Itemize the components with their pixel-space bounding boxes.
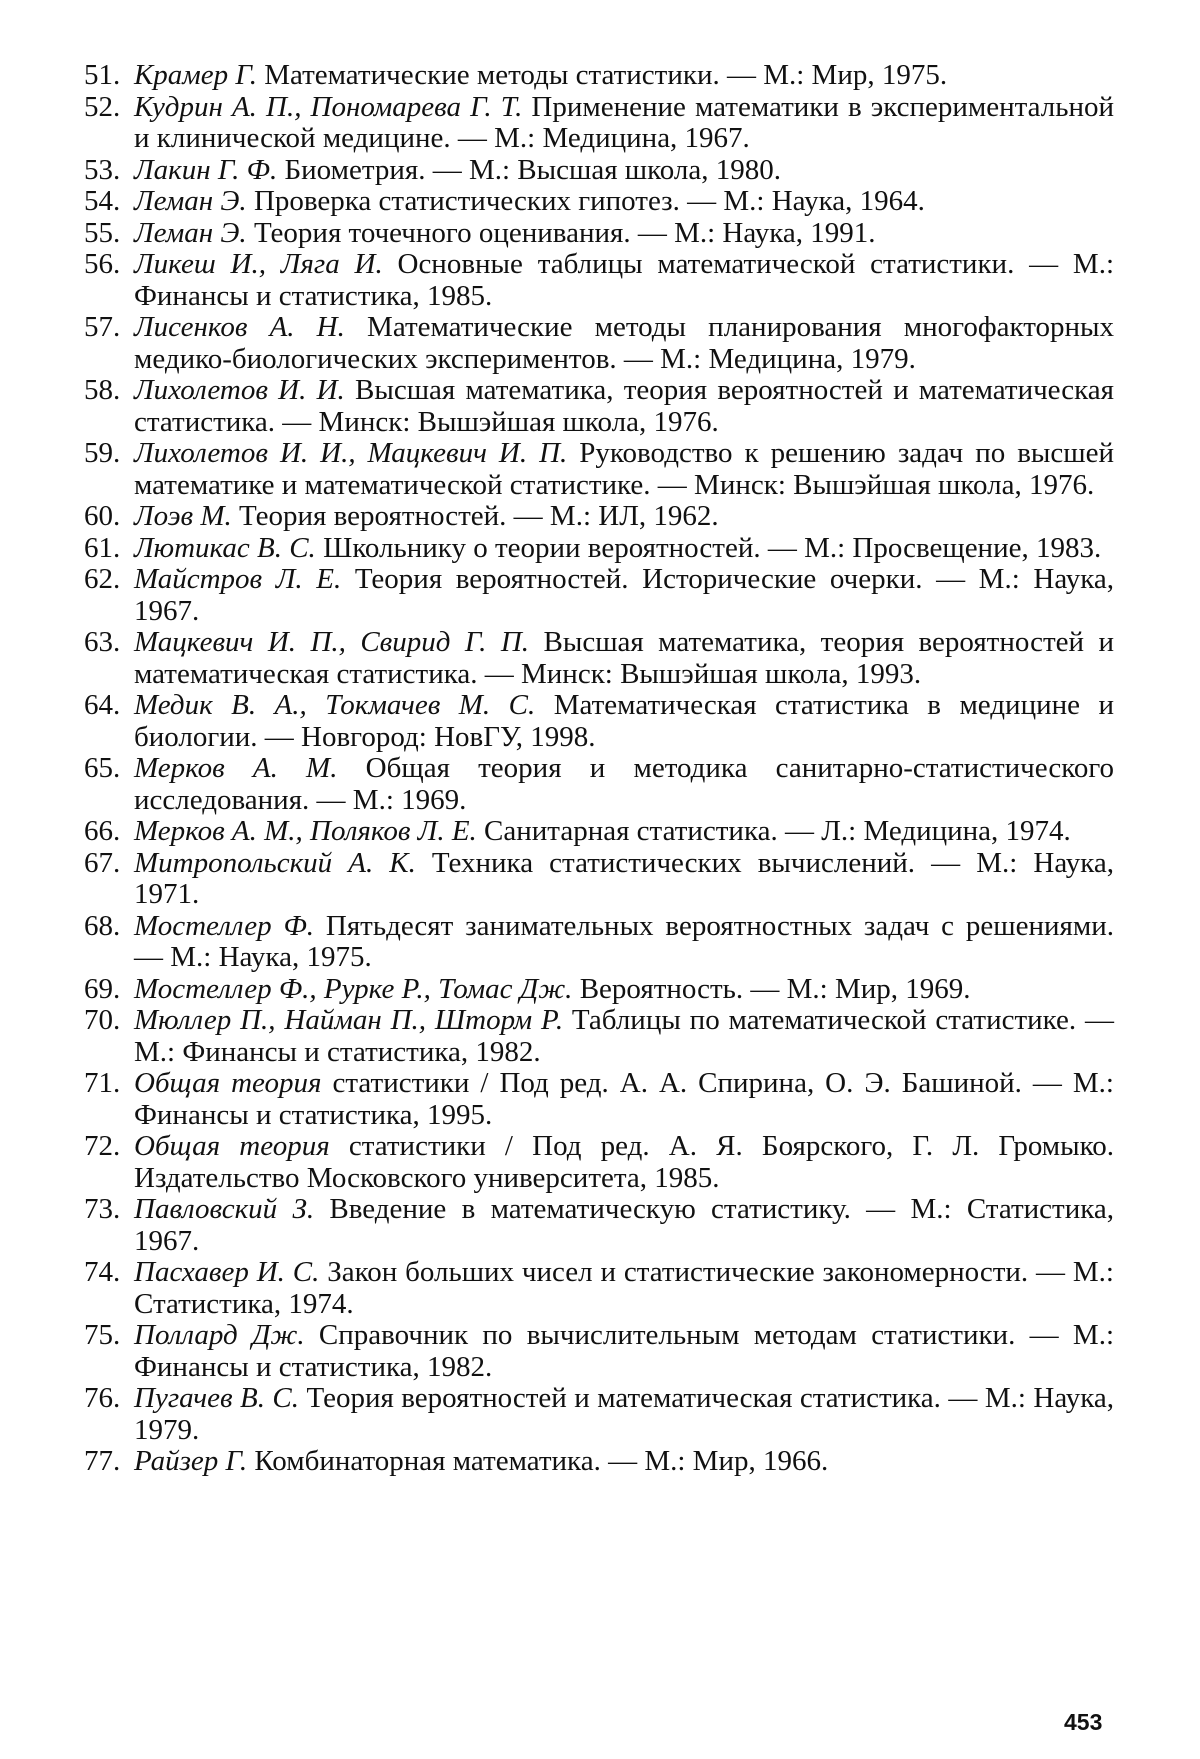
reference-authors: Медик В. А., Токмачев М. С.: [134, 689, 536, 721]
reference-number: 77.: [84, 1445, 121, 1477]
reference-number: 61.: [84, 531, 121, 564]
reference-text: Техника статистических вычислений. — М.: Наука, 1971.: [134, 846, 1114, 910]
reference-item: [84, 1131, 1114, 1194]
reference-number: 52.: [84, 90, 121, 123]
reference-number: 63.: [84, 626, 121, 658]
reference-authors: Мацкевич И. П., Свирид Г. П.: [134, 626, 530, 658]
reference-item: [84, 1068, 1114, 1131]
reference-text: Высшая математика, теория вероятностей и математическая статистика. — Минск: Вышэйшая школа, 1993.: [134, 626, 1114, 690]
reference-authors: Райзер Г.: [134, 1445, 248, 1477]
reference-item: [84, 218, 1114, 250]
reference-item: [84, 533, 1114, 565]
reference-authors: Пугачев В. С.: [134, 1382, 300, 1414]
reference-item: [84, 627, 1114, 690]
reference-number: 67.: [84, 846, 121, 879]
reference-number: 51.: [84, 59, 121, 91]
reference-text: Теория точечного оценивания. — М.: Наука, 1991.: [246, 216, 876, 249]
reference-item: [84, 1005, 1114, 1068]
reference-text: Санитарная статистика. — Л.: Медицина, 1974.: [476, 815, 1071, 847]
reference-item: [84, 60, 1114, 92]
page-number: 453: [1064, 1709, 1103, 1735]
reference-item: [84, 1446, 1114, 1478]
reference-text: Справочник по вычислительным методам статистики. — М.: Финансы и статистика, 1982.: [134, 1319, 1115, 1383]
reference-item: [84, 249, 1114, 312]
reference-item: [84, 848, 1114, 911]
reference-item: [84, 501, 1114, 533]
reference-text: Основные таблицы математической статистики. — М.: Финансы и статистика, 1985.: [134, 248, 1114, 312]
reference-text: Математическая статистика в медицине и биологии. — Новгород: НовГУ, 1998.: [134, 689, 1114, 753]
reference-list: [84, 60, 1114, 1478]
reference-item: [84, 375, 1114, 438]
reference-item: [84, 186, 1114, 218]
reference-text: Руководство к решению задач по высшей математике и математической статистике. — Минск: Вышэйшая школа, 1976.: [134, 437, 1114, 501]
reference-number: 73.: [84, 1193, 121, 1225]
reference-number: 53.: [84, 153, 121, 186]
reference-item: [84, 974, 1114, 1006]
reference-item: [84, 312, 1114, 375]
reference-text: Вероятность. — М.: Мир, 1969.: [572, 972, 971, 1005]
reference-authors: Майстров Л. Е.: [134, 563, 342, 595]
reference-text: Таблицы по математической статистике. — М.: Финансы и статистика, 1982.: [134, 1004, 1114, 1068]
reference-authors: Поллард Дж.: [134, 1319, 305, 1351]
reference-authors: Ликеш И., Ляга И.: [134, 248, 383, 280]
reference-text: Теория вероятностей. Исторические очерки. — М.: Наука, 1967.: [134, 563, 1114, 627]
reference-number: 72.: [84, 1130, 121, 1162]
reference-authors: Мерков А. М.: [134, 752, 338, 784]
reference-authors: Крамер Г.: [134, 59, 257, 91]
reference-item: [84, 92, 1114, 155]
reference-number: 59.: [84, 437, 121, 469]
reference-number: 55.: [84, 216, 121, 249]
reference-authors: Леман Э.: [134, 185, 247, 217]
reference-authors: Кудрин А. П., Пономарева Г. Т.: [134, 90, 523, 123]
reference-text: статистики / Под ред. А. А. Спирина, О. Э. Башиной. — М.: Финансы и статистика, 1995.: [134, 1067, 1114, 1131]
reference-authors: Лакин Г. Ф.: [134, 153, 278, 186]
reference-authors: Мерков А. М., Поляков Л. Е.: [134, 815, 477, 847]
reference-text: Математические методы статистики. — М.: Мир, 1975.: [256, 59, 948, 91]
reference-item: [84, 1194, 1114, 1257]
reference-number: 70.: [84, 1004, 121, 1036]
reference-text: Применение математики в экспериментальной и клинической медицине. — М.: Медицина, 1967.: [134, 90, 1114, 154]
reference-number: 64.: [84, 689, 121, 721]
reference-authors: Мостеллер Ф.: [134, 909, 315, 942]
reference-item: [84, 816, 1114, 848]
reference-authors: Лихолетов И. И., Мацкевич И. П.: [134, 437, 568, 469]
reference-number: 60.: [84, 500, 121, 532]
reference-number: 57.: [84, 311, 121, 343]
reference-number: 65.: [84, 752, 121, 784]
reference-text: Математические методы планирования многофакторных медико-биологических экспериментов. — М.: Медицина, 1979.: [134, 311, 1114, 375]
reference-item: [84, 690, 1114, 753]
reference-item: [84, 438, 1114, 501]
reference-text: Общая теория и методика санитарно-статистического исследования. — М.: 1969.: [134, 752, 1114, 816]
reference-item: [84, 1320, 1114, 1383]
reference-text: Теория вероятностей и математическая статистика. — М.: Наука, 1979.: [134, 1382, 1114, 1446]
reference-text: Пятьдесят занимательных вероятностных задач с решениями. — М.: Наука, 1975.: [134, 909, 1114, 973]
reference-number: 58.: [84, 374, 121, 406]
reference-number: 74.: [84, 1256, 121, 1288]
reference-number: 69.: [84, 972, 121, 1005]
reference-number: 75.: [84, 1319, 121, 1351]
reference-text: Высшая математика, теория вероятностей и математическая статистика. — Минск: Вышэйшая школа, 1976.: [134, 374, 1115, 438]
reference-authors: Пасхавер И. С.: [134, 1256, 320, 1288]
reference-text: Теория вероятностей. — М.: ИЛ, 1962.: [231, 500, 719, 532]
reference-text: Комбинаторная математика. — М.: Мир, 1966.: [247, 1445, 829, 1477]
reference-text: Биометрия. — М.: Высшая школа, 1980.: [277, 153, 781, 186]
reference-text: статистики / Под ред. А. Я. Боярского, Г. Л. Громыко. Издательство Московского университета, 1985.: [134, 1130, 1114, 1194]
reference-item: [84, 911, 1114, 974]
reference-authors: Общая теория: [134, 1130, 330, 1162]
reference-authors: Митропольский А. К.: [134, 846, 416, 879]
reference-number: 62.: [84, 563, 121, 595]
reference-authors: Мостеллер Ф., Рурке Р., Томас Дж.: [134, 972, 573, 1005]
reference-item: [84, 1257, 1114, 1320]
reference-authors: Лихолетов И. И.: [134, 374, 345, 406]
reference-item: [84, 564, 1114, 627]
reference-authors: Мюллер П., Найман П., Шторм Р.: [134, 1004, 564, 1036]
reference-authors: Павловский З.: [134, 1193, 315, 1225]
reference-text: Школьнику о теории вероятностей. — М.: Просвещение, 1983.: [315, 531, 1102, 564]
reference-number: 66.: [84, 815, 121, 847]
reference-item: [84, 753, 1114, 816]
reference-authors: Лютикас В. С.: [134, 531, 316, 564]
reference-text: Проверка статистических гипотез. — М.: Наука, 1964.: [246, 185, 925, 217]
reference-item: [84, 155, 1114, 187]
reference-authors: Леман Э.: [134, 216, 247, 249]
reference-number: 76.: [84, 1382, 121, 1414]
reference-number: 56.: [84, 248, 121, 280]
reference-text: Закон больших чисел и статистические закономерности. — М.: Статистика, 1974.: [134, 1256, 1114, 1320]
reference-text: Введение в математическую статистику. — М.: Статистика, 1967.: [134, 1193, 1114, 1257]
reference-authors: Лоэв М.: [134, 500, 232, 532]
reference-number: 68.: [84, 909, 121, 942]
reference-item: [84, 1383, 1114, 1446]
reference-authors: Общая теория: [134, 1067, 322, 1099]
reference-authors: Лисенков А. Н.: [134, 311, 345, 343]
reference-number: 71.: [84, 1067, 121, 1099]
reference-number: 54.: [84, 185, 121, 217]
